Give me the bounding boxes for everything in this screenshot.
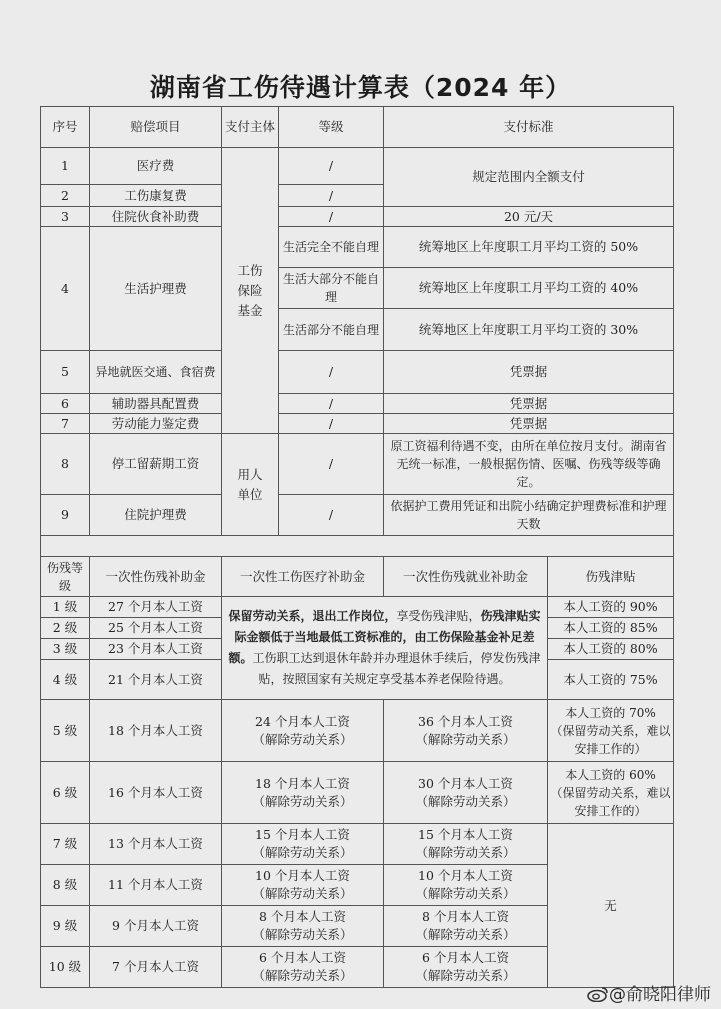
- table-row: [41, 434, 674, 495]
- grade: 2 级: [41, 618, 90, 639]
- row-standard: 原工资福利待遇不变，由所在单位按月支付。湖南省无统一标准，一般根据伤情、医嘱、伤残等级等确定。: [384, 434, 674, 495]
- lump-sum: 16 个月本人工资: [90, 762, 222, 824]
- row-no: 8: [41, 434, 90, 495]
- lump-sum: 21 个月本人工资: [90, 660, 222, 700]
- compensation-table: [40, 106, 674, 988]
- table-row: [41, 394, 674, 414]
- row-item: 辅助器具配置费: [90, 394, 222, 414]
- employment: 36 个月本人工资 （解除劳动关系）: [384, 700, 548, 762]
- grade: 8 级: [41, 865, 90, 906]
- medical: 8 个月本人工资 （解除劳动关系）: [222, 906, 384, 947]
- page-title: 湖南省工伤待遇计算表（2024 年）: [149, 73, 572, 102]
- grade: 4 级: [41, 660, 90, 700]
- row-standard: 统筹地区上年度职工月平均工资的 40%: [384, 268, 674, 309]
- row-level: /: [279, 351, 384, 394]
- table-row: [41, 824, 674, 865]
- allowance: 本人工资的 70% （保留劳动关系，难以安排工作的）: [548, 700, 674, 762]
- employment: 6 个月本人工资 （解除劳动关系）: [384, 947, 548, 988]
- row-level: 生活完全不能自理: [279, 227, 384, 268]
- row-level: 生活部分不能自理: [279, 309, 384, 351]
- medical: 18 个月本人工资 （解除劳动关系）: [222, 762, 384, 824]
- payer-employer: 用人单位: [222, 434, 279, 536]
- table-row: [41, 414, 674, 434]
- lump-sum: 13 个月本人工资: [90, 824, 222, 865]
- lump-sum: 23 个月本人工资: [90, 639, 222, 660]
- grade: 9 级: [41, 906, 90, 947]
- lump-sum: 25 个月本人工资: [90, 618, 222, 639]
- row-item: 停工留薪期工资: [90, 434, 222, 495]
- row-standard: 统筹地区上年度职工月平均工资的 30%: [384, 309, 674, 351]
- row-level: /: [279, 148, 384, 185]
- row-level: /: [279, 495, 384, 536]
- row-standard: 凭票据: [384, 394, 674, 414]
- medical: 24 个月本人工资 （解除劳动关系）: [222, 700, 384, 762]
- allowance: 本人工资的 80%: [548, 639, 674, 660]
- row-no: 4: [41, 227, 90, 351]
- row-level: 生活大部分不能自理: [279, 268, 384, 309]
- payer-fund: 工伤保险基金: [222, 148, 279, 434]
- allowance: 本人工资的 75%: [548, 660, 674, 700]
- table-row: [41, 762, 674, 824]
- header-payer: 支付主体: [222, 107, 279, 148]
- weibo-icon: [587, 986, 609, 1002]
- header-medical: 一次性工伤医疗补助金: [222, 557, 384, 597]
- row-standard: 依据护工费用凭证和出院小结确定护理费标准和护理天数: [384, 495, 674, 536]
- row-item: 异地就医交通、食宿费: [90, 351, 222, 394]
- header-no: 序号: [41, 107, 90, 148]
- employment: 30 个月本人工资 （解除劳动关系）: [384, 762, 548, 824]
- table-row: [41, 207, 674, 227]
- grade: 3 级: [41, 639, 90, 660]
- row-item: 劳动能力鉴定费: [90, 414, 222, 434]
- table-row: [41, 148, 674, 185]
- header-item: 赔偿项目: [90, 107, 222, 148]
- row-no: 1: [41, 148, 90, 185]
- table-row: [41, 597, 674, 618]
- grade: 1 级: [41, 597, 90, 618]
- allowance: 本人工资的 85%: [548, 618, 674, 639]
- row-no: 7: [41, 414, 90, 434]
- row-level: /: [279, 207, 384, 227]
- row-level: /: [279, 394, 384, 414]
- row-level: /: [279, 434, 384, 495]
- watermark: [587, 980, 711, 1005]
- header-standard: 支付标准: [384, 107, 674, 148]
- row-standard: 规定范围内全额支付: [384, 148, 674, 207]
- row-no: 6: [41, 394, 90, 414]
- row-item: 住院护理费: [90, 495, 222, 536]
- row-standard: 凭票据: [384, 351, 674, 394]
- table-row: [41, 227, 674, 268]
- row-no: 3: [41, 207, 90, 227]
- allowance: 本人工资的 60% （保留劳动关系，难以安排工作的）: [548, 762, 674, 824]
- header-lump-sum: 一次性伤残补助金: [90, 557, 222, 597]
- row-item: 生活护理费: [90, 227, 222, 351]
- lump-sum: 9 个月本人工资: [90, 906, 222, 947]
- grade: 7 级: [41, 824, 90, 865]
- table-row: [41, 495, 674, 536]
- row-no: 9: [41, 495, 90, 536]
- medical: 6 个月本人工资 （解除劳动关系）: [222, 947, 384, 988]
- medical: 10 个月本人工资 （解除劳动关系）: [222, 865, 384, 906]
- row-item: 住院伙食补助费: [90, 207, 222, 227]
- row-level: /: [279, 185, 384, 207]
- row-standard: 凭票据: [384, 414, 674, 434]
- row-standard: 20 元/天: [384, 207, 674, 227]
- row-item: 医疗费: [90, 148, 222, 185]
- row-no: 5: [41, 351, 90, 394]
- watermark-text: @俞晓阳律师: [609, 985, 711, 1005]
- employment: 10 个月本人工资 （解除劳动关系）: [384, 865, 548, 906]
- row-level: /: [279, 414, 384, 434]
- lump-sum: 11 个月本人工资: [90, 865, 222, 906]
- header-allowance: 伤残津贴: [548, 557, 674, 597]
- table-header-row: [41, 107, 674, 148]
- table-row: [41, 700, 674, 762]
- lump-sum: 18 个月本人工资: [90, 700, 222, 762]
- medical: 15 个月本人工资 （解除劳动关系）: [222, 824, 384, 865]
- grade: 5 级: [41, 700, 90, 762]
- disability-header-row: [41, 557, 674, 597]
- lump-sum: 7 个月本人工资: [90, 947, 222, 988]
- row-item: 工伤康复费: [90, 185, 222, 207]
- grade: 10 级: [41, 947, 90, 988]
- disability-note: 保留劳动关系，退出工作岗位，享受伤残津贴，伤残津贴实际金额低于当地最低工资标准的，由工伤保险基金补足差额。工伤职工达到退休年龄并办理退休手续后，停发伤残津贴，按照国家有关规定享受基本养老保险待遇。: [222, 597, 548, 700]
- allowance-none: 无: [548, 824, 674, 988]
- table-row: [41, 351, 674, 394]
- header-level: 等级: [279, 107, 384, 148]
- table-spacer-row: [41, 536, 674, 557]
- employment: 15 个月本人工资 （解除劳动关系）: [384, 824, 548, 865]
- allowance: 本人工资的 90%: [548, 597, 674, 618]
- row-no: 2: [41, 185, 90, 207]
- grade: 6 级: [41, 762, 90, 824]
- lump-sum: 27 个月本人工资: [90, 597, 222, 618]
- employment: 8 个月本人工资 （解除劳动关系）: [384, 906, 548, 947]
- header-grade: 伤残等级: [41, 557, 90, 597]
- row-standard: 统筹地区上年度职工月平均工资的 50%: [384, 227, 674, 268]
- header-employment: 一次性伤残就业补助金: [384, 557, 548, 597]
